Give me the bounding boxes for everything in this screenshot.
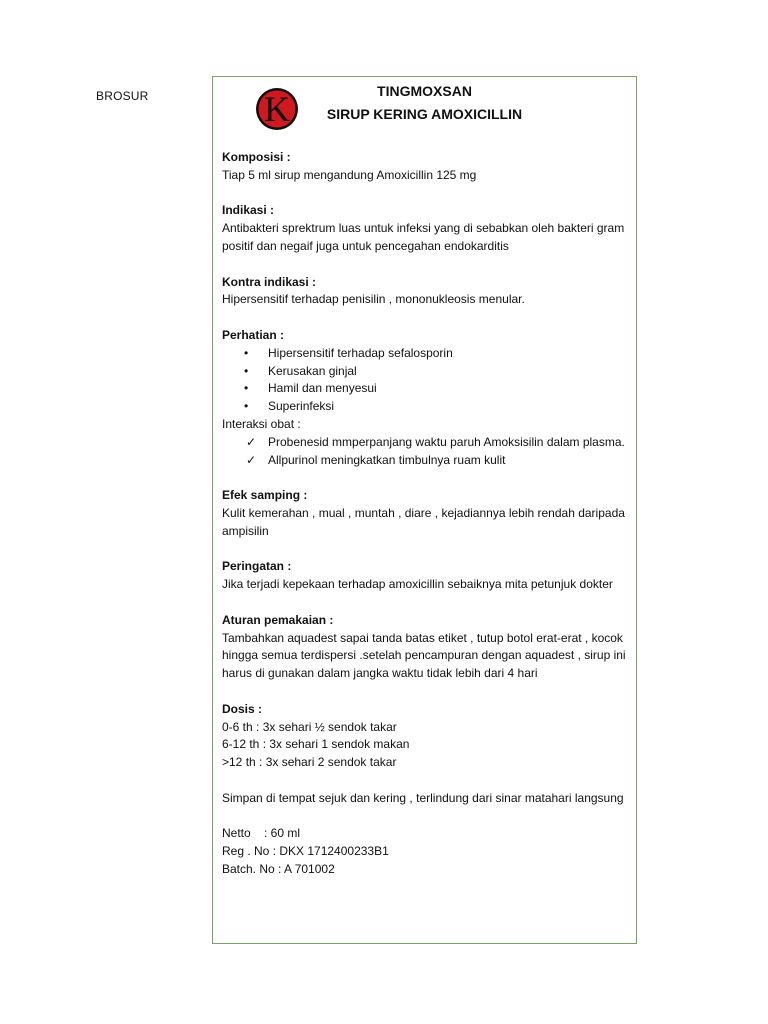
section-interaksi [222, 416, 627, 469]
perhatian-item: Hamil dan menyesui [268, 381, 377, 396]
indikasi-heading: Indikasi : [222, 203, 275, 218]
komposisi-heading: Komposisi : [222, 150, 291, 164]
perhatian-item: Superinfeksi [268, 399, 335, 414]
perhatian-item: Kerusakan ginjal [268, 363, 357, 378]
perhatian-item: Hipersensitif terhadap sefalosporin [268, 345, 453, 360]
dosis-line: 0-6 th : 3x sehari ½ sendok takar [222, 719, 397, 734]
reg-number: Reg . No : DKX 1712400233B1 [222, 844, 389, 859]
brochure-box [212, 76, 637, 944]
interaksi-list [222, 434, 627, 470]
list-item [222, 380, 627, 398]
bullet-icon: • [244, 399, 249, 414]
interaksi-heading: Interaksi obat : [222, 416, 301, 431]
list-item [222, 363, 627, 381]
section-dosis [222, 701, 627, 772]
interaksi-item: Probenesid mmperpanjang waktu paruh Amoksisilin dalam plasma. [268, 434, 625, 449]
aturan-heading: Aturan pemakaian : [222, 612, 334, 627]
section-penyimpanan [222, 790, 627, 808]
product-subtitle: SIRUP KERING AMOXICILLIN [326, 106, 523, 122]
section-efek-samping [222, 487, 627, 540]
logo-letter: K [264, 89, 290, 129]
section-aturan-pemakaian [222, 612, 627, 683]
indikasi-text: Antibakteri sprektrum luas untuk infeksi yang di sebabkan oleh bakteri gram positif dan negaif juga untuk pencegahan endokarditis [222, 221, 625, 253]
kontra-heading: Kontra indikasi : [222, 274, 317, 289]
dosis-line: 6-12 th : 3x sehari 1 sendok makan [222, 737, 410, 752]
dosis-line: >12 th : 3x sehari 2 sendok takar [222, 755, 397, 770]
checkmark-icon: ✓ [246, 434, 257, 449]
komposisi-text: Tiap 5 ml sirup mengandung Amoxicillin 125 mg [222, 167, 477, 182]
section-komposisi [222, 149, 627, 185]
bullet-icon: • [244, 345, 249, 360]
efek-text: Kulit kemerahan , mual , muntah , diare , kejadiannya lebih rendah daripada ampisilin [222, 505, 625, 538]
checkmark-icon: ✓ [246, 452, 257, 467]
brochure-content [222, 149, 627, 879]
kontra-text: Hipersensitif terhadap penisilin , mononukleosis menular. [222, 292, 525, 307]
bullet-icon: • [244, 363, 249, 378]
peringatan-text: Jika terjadi kepekaan terhadap amoxicillin sebaiknya mita petunjuk dokter [222, 577, 613, 592]
peringatan-heading: Peringatan : [222, 559, 292, 574]
section-kontra-indikasi [222, 274, 627, 310]
bullet-icon: • [244, 381, 249, 396]
list-item [222, 452, 627, 470]
list-item [222, 345, 627, 363]
simpan-text: Simpan di tempat sejuk dan kering , terlindung dari sinar matahari langsung [222, 790, 624, 805]
product-title: TINGMOXSAN [377, 83, 472, 99]
netto-line: Netto : 60 ml [222, 826, 301, 841]
interaksi-item: Allpurinol meningkatkan timbulnya ruam kulit [268, 452, 506, 467]
batch-number: Batch. No : A 701002 [222, 861, 335, 876]
aturan-text: Tambahkan aquadest sapai tanda batas etiket , tutup botol erat-erat , kocok hingga semua terdispersi .setelah pencampuran dengan aquadest , sirup ini harus di gunakan dalam jangka waktu tidak lebih dari 4 hari [222, 630, 626, 681]
efek-heading: Efek samping : [222, 488, 308, 503]
perhatian-heading: Perhatian : [222, 327, 285, 342]
perhatian-list [222, 345, 627, 416]
dosis-heading: Dosis : [222, 701, 263, 716]
list-item [222, 398, 627, 416]
section-perhatian [222, 327, 627, 416]
section-footer [222, 825, 627, 878]
side-label: BROSUR [96, 89, 149, 103]
section-peringatan [222, 558, 627, 594]
list-item [222, 434, 627, 452]
section-indikasi [222, 202, 627, 255]
